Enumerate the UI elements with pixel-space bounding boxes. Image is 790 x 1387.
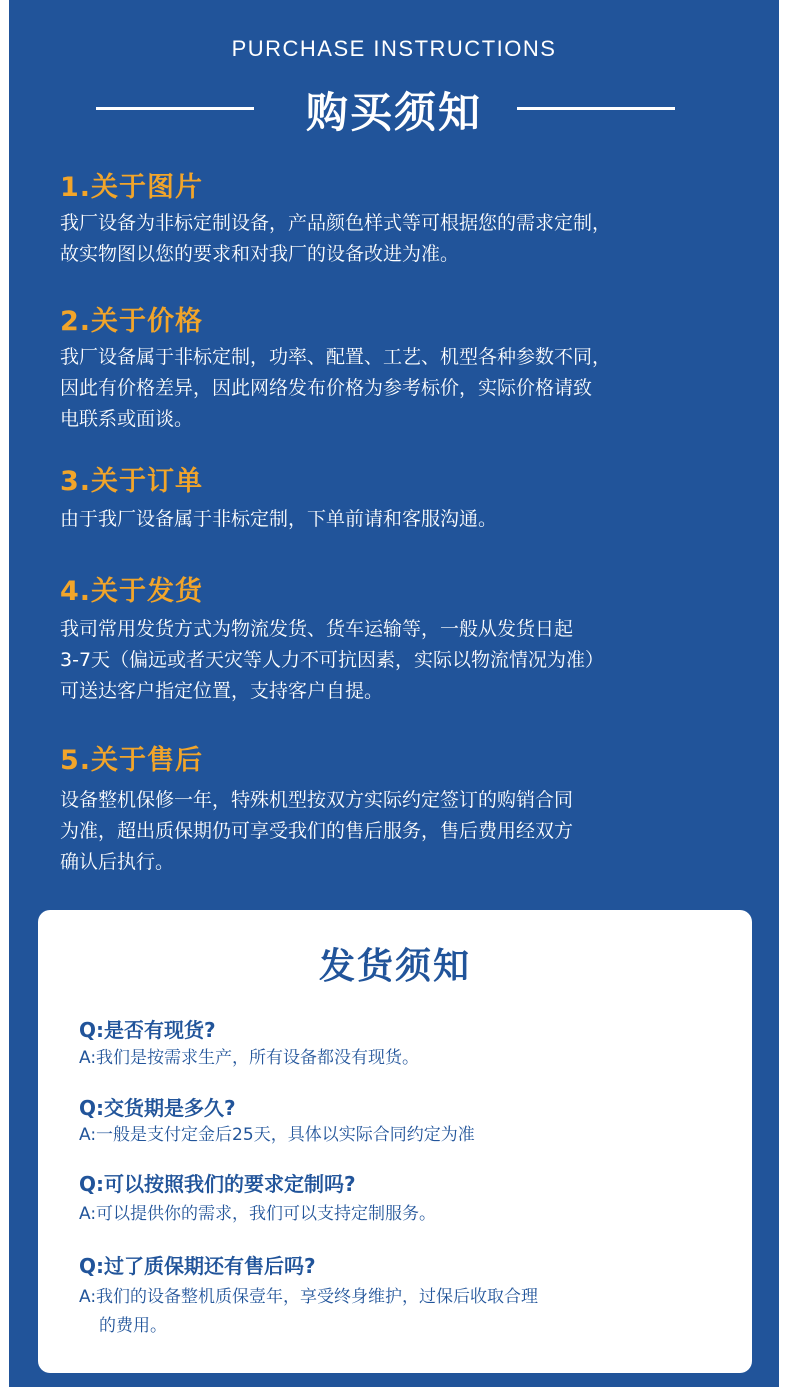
section-body-shipping bbox=[60, 614, 750, 707]
title-divider-right bbox=[517, 107, 675, 110]
section-line: 电联系或面谈。 bbox=[60, 408, 194, 430]
section-body-after-sales bbox=[60, 785, 750, 878]
section-body-images bbox=[60, 208, 750, 270]
section-line: 我司常用发货方式为物流发货、货车运输等，一般从发货日起 bbox=[60, 618, 574, 640]
section-line: 故实物图以您的要求和对我厂的设备改进为准。 bbox=[60, 243, 460, 265]
faq-answer-line: A:可以提供你的需求，我们可以支持定制服务。 bbox=[79, 1204, 437, 1224]
page-title: 购买须知 bbox=[305, 88, 482, 137]
section-line: 我厂设备为非标定制设备，产品颜色样式等可根据您的需求定制， bbox=[60, 212, 612, 234]
section-line: 3-7天（偏远或者天灾等人力不可抗因素，实际以物流情况为准） bbox=[60, 649, 605, 671]
eyebrow-heading: PURCHASE INSTRUCTIONS bbox=[231, 36, 557, 61]
faq-question: Q:过了质保期还有售后吗? bbox=[79, 1254, 316, 1278]
faq-question: Q:是否有现货? bbox=[79, 1018, 216, 1042]
faq-answer-line: 的费用。 bbox=[99, 1316, 167, 1336]
faq-question: Q:可以按照我们的要求定制吗? bbox=[79, 1172, 356, 1196]
section-line: 由于我厂设备属于非标定制，下单前请和客服沟通。 bbox=[60, 508, 498, 530]
section-title-shipping: 4.关于发货 bbox=[60, 576, 204, 607]
faq-answer-line: A:我们是按需求生产，所有设备都没有现货。 bbox=[79, 1048, 420, 1068]
section-body-order bbox=[60, 504, 750, 535]
faq-answer bbox=[79, 1044, 719, 1073]
section-line: 为准，超出质保期仍可享受我们的售后服务，售后费用经双方 bbox=[60, 820, 574, 842]
section-body-price bbox=[60, 342, 750, 435]
section-title-images: 1.关于图片 bbox=[60, 172, 204, 203]
section-title-price: 2.关于价格 bbox=[60, 306, 204, 337]
section-line: 我厂设备属于非标定制，功率、配置、工艺、机型各种参数不同， bbox=[60, 346, 612, 368]
faq-answer-line: A:我们的设备整机质保壹年，享受终身维护，过保后收取合理 bbox=[79, 1287, 539, 1307]
section-line: 设备整机保修一年，特殊机型按双方实际约定签订的购销合同 bbox=[60, 789, 574, 811]
section-line: 可送达客户指定位置，支持客户自提。 bbox=[60, 680, 384, 702]
section-title-after-sales: 5.关于售后 bbox=[60, 745, 204, 776]
section-line: 因此有价格差异，因此网络发布价格为参考标价，实际价格请致 bbox=[60, 377, 593, 399]
purchase-instructions-panel bbox=[9, 0, 779, 1387]
faq-answer-line: A:一般是支付定金后25天，具体以实际合同约定为准 bbox=[79, 1125, 475, 1145]
faq-answer bbox=[79, 1121, 719, 1150]
section-title-order: 3.关于订单 bbox=[60, 466, 204, 497]
section-line: 确认后执行。 bbox=[60, 851, 175, 873]
faq-answer bbox=[79, 1283, 719, 1341]
faq-answer bbox=[79, 1200, 719, 1229]
faq-title: 发货须知 bbox=[318, 946, 471, 987]
faq-question: Q:交货期是多久? bbox=[79, 1096, 236, 1120]
shipping-faq-card bbox=[38, 910, 752, 1373]
